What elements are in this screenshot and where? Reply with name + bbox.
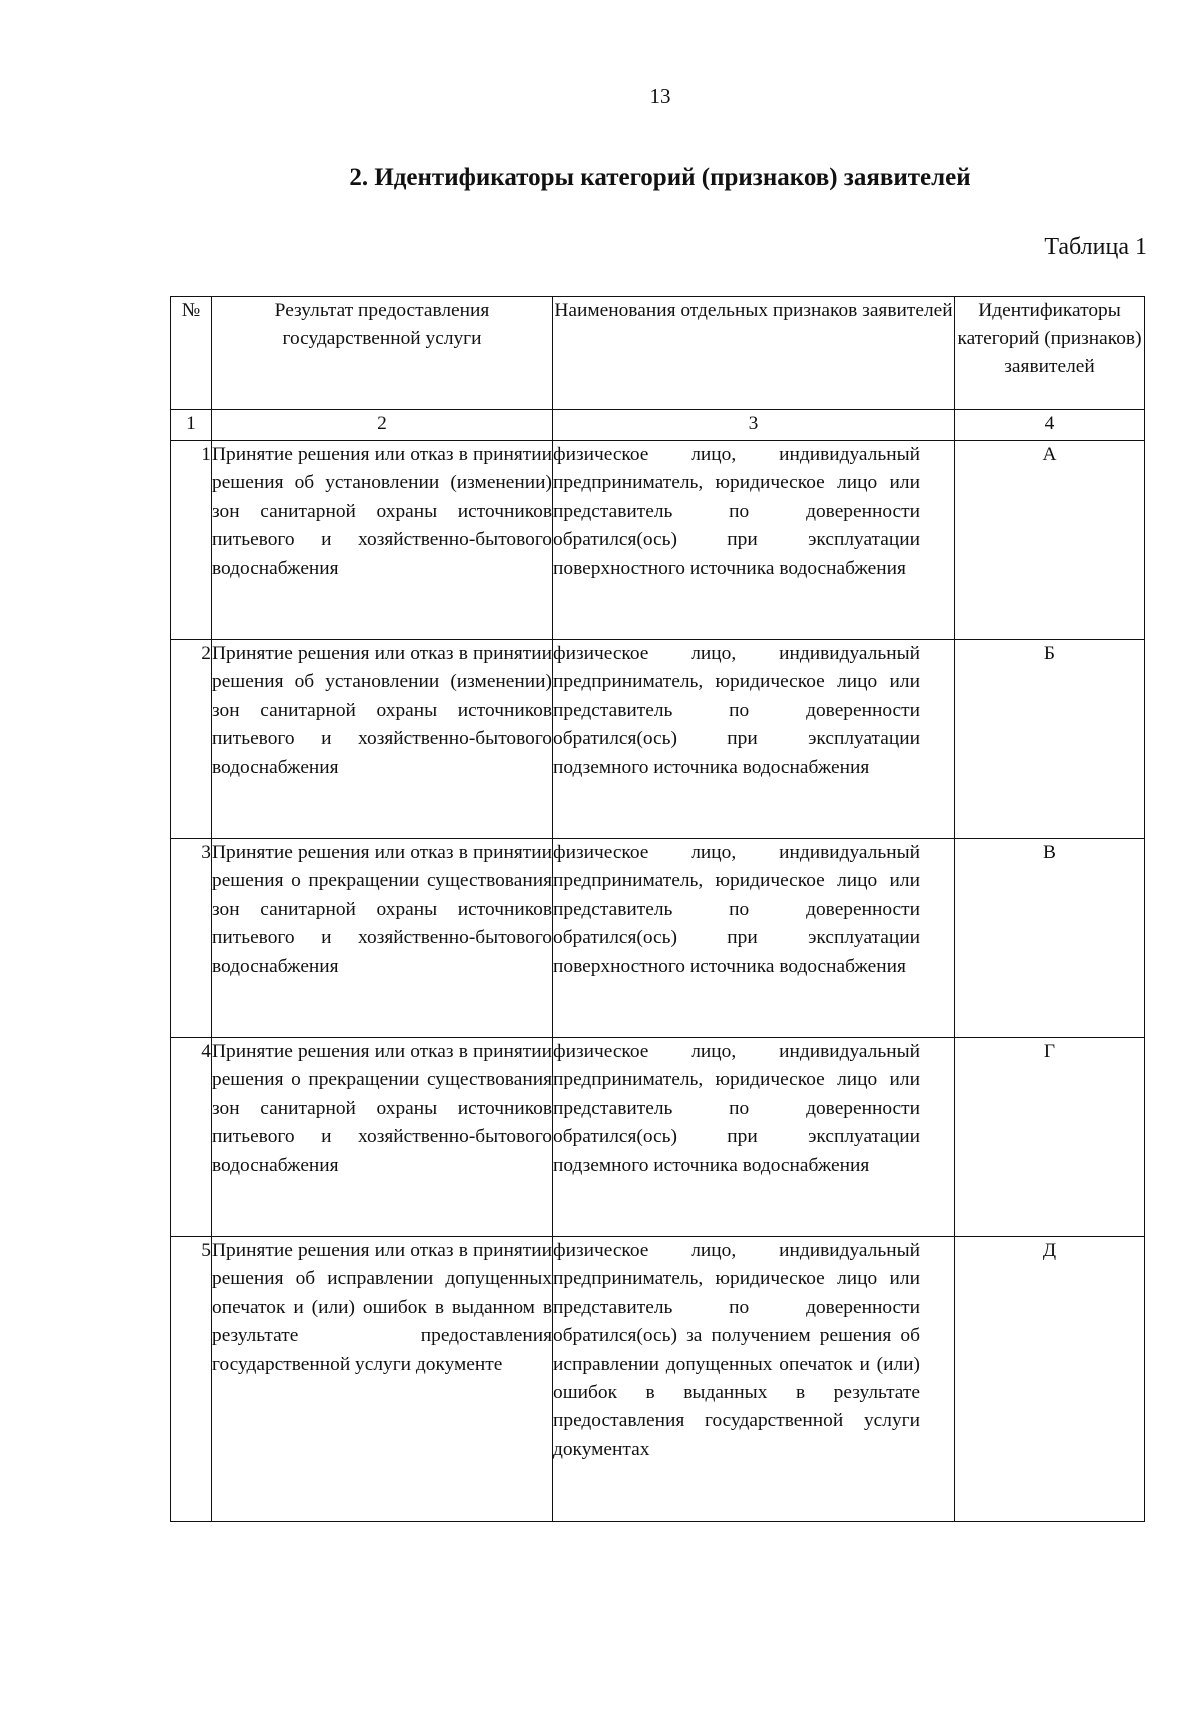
header-result: Результат предоставления государственной услуги <box>212 297 553 410</box>
row-attributes: физическое лицо, индивидуальный предприниматель, юридическое лицо или представитель по доверенности обратился(ось) при эксплуатации поверхностного источника водоснабжения <box>553 839 955 1038</box>
row-result: Принятие решения или отказ в принятии решения о прекращении существования зон санитарной охраны источников питьевого и хозяйственно-бытового водоснабжения <box>212 839 553 1038</box>
row-result: Принятие решения или отказ в принятии решения об установлении (изменении) зон санитарной охраны источников питьевого и хозяйственно-бытового водоснабжения <box>212 640 553 839</box>
column-number: 4 <box>955 410 1145 441</box>
row-number: 3 <box>171 839 212 1038</box>
row-identifier: Д <box>955 1237 1145 1522</box>
column-number-row <box>171 410 1145 441</box>
table-row <box>171 640 1145 839</box>
column-number: 3 <box>553 410 955 441</box>
table-caption: Таблица 1 <box>1044 234 1147 260</box>
row-number: 1 <box>171 441 212 640</box>
header-attributes: Наименования отдельных признаков заявителей <box>553 297 955 410</box>
row-number: 5 <box>171 1237 212 1522</box>
table-row <box>171 441 1145 640</box>
table-row <box>171 1237 1145 1522</box>
row-result: Принятие решения или отказ в принятии решения об исправлении допущенных опечаток и (или) ошибок в выданном в результате предоставления государственной услуги документе <box>212 1237 553 1522</box>
row-attributes: физическое лицо, индивидуальный предприниматель, юридическое лицо или представитель по доверенности обратился(ось) при эксплуатации подземного источника водоснабжения <box>553 1038 955 1237</box>
row-number: 2 <box>171 640 212 839</box>
row-attributes: физическое лицо, индивидуальный предприниматель, юридическое лицо или представитель по доверенности обратился(ось) при эксплуатации подземного источника водоснабжения <box>553 640 955 839</box>
categories-table <box>170 296 1145 1522</box>
table-row <box>171 839 1145 1038</box>
table-row <box>171 1038 1145 1237</box>
header-identifiers: Идентификаторы категорий (признаков) заявителей <box>955 297 1145 410</box>
page-number: 13 <box>649 84 671 108</box>
row-number: 4 <box>171 1038 212 1237</box>
row-attributes: физическое лицо, индивидуальный предприниматель, юридическое лицо или представитель по доверенности обратился(ось) за получением решения об исправлении допущенных опечаток и (или) ошибок в выданных в результате предоставления государственной услуги документах <box>553 1237 955 1522</box>
section-title: 2. Идентификаторы категорий (признаков) заявителей <box>349 164 971 191</box>
row-identifier: Б <box>955 640 1145 839</box>
row-identifier: Г <box>955 1038 1145 1237</box>
row-identifier: В <box>955 839 1145 1038</box>
column-number: 1 <box>171 410 212 441</box>
row-result: Принятие решения или отказ в принятии решения об установлении (изменении) зон санитарной охраны источников питьевого и хозяйственно-бытового водоснабжения <box>212 441 553 640</box>
row-attributes: физическое лицо, индивидуальный предприниматель, юридическое лицо или представитель по доверенности обратился(ось) при эксплуатации поверхностного источника водоснабжения <box>553 441 955 640</box>
header-number: № <box>171 297 212 410</box>
row-result: Принятие решения или отказ в принятии решения о прекращении существования зон санитарной охраны источников питьевого и хозяйственно-бытового водоснабжения <box>212 1038 553 1237</box>
column-number: 2 <box>212 410 553 441</box>
table-header-row <box>171 297 1145 410</box>
row-identifier: А <box>955 441 1145 640</box>
